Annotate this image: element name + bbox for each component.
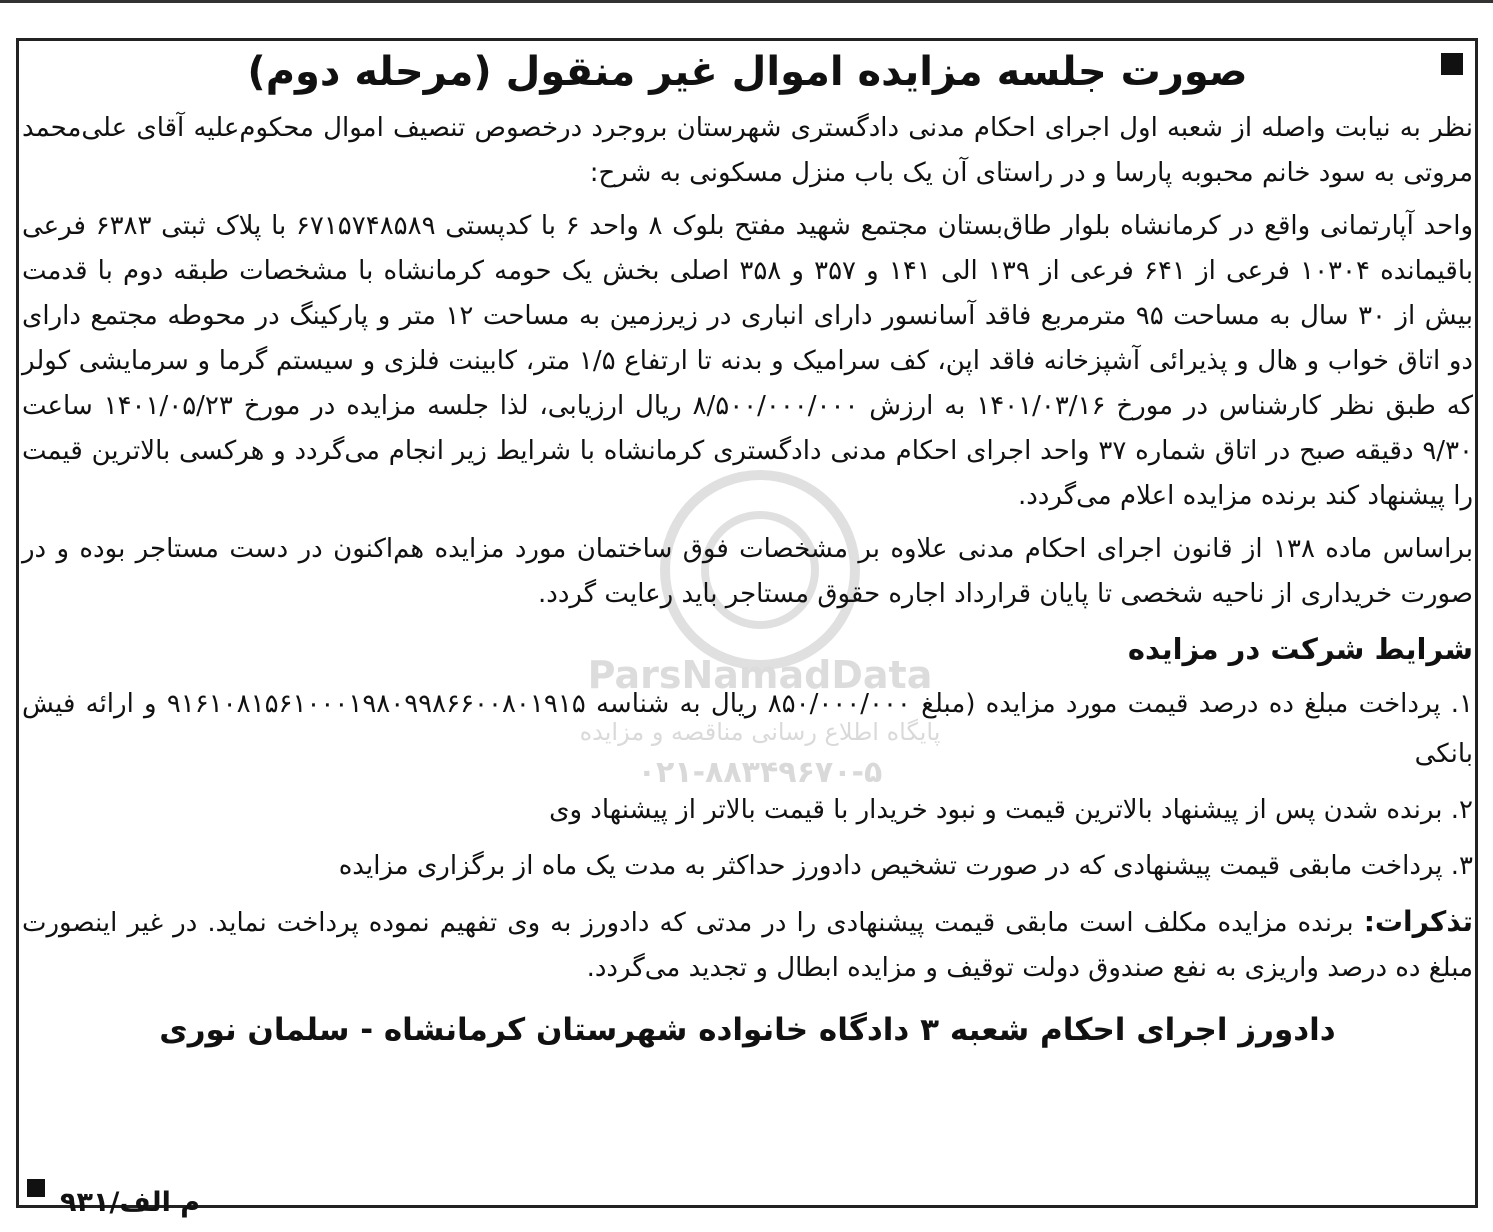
condition-item: ۲. برنده شدن پس از پیشنهاد بالاترین قیمت و نبود خریدار با قیمت بالاتر از پیشنهاد وی xyxy=(549,795,1473,825)
corner-square-bottom xyxy=(27,1179,45,1197)
top-rule xyxy=(0,0,1493,3)
watermark-tagline: پایگاه اطلاع رسانی مناقصه و مزایده xyxy=(579,718,941,746)
notice-title: صورت جلسه مزایده اموال غیر منقول (مرحله دوم) xyxy=(247,49,1248,95)
notice-content xyxy=(22,44,1473,1055)
tenant-clause: براساس ماده ۱۳۸ از قانون اجرای احکام مدنی علاوه بر مشخصات فوق ساختمان مورد مزایده هم‌اکنون در دست مستاجر بوده و در صورت خریداری از ناحیه شخصی تا پایان قرارداد اجاره حقوق مستاجر باید رعایت گردد. xyxy=(22,534,1473,609)
condition-item: ۳. پرداخت مابقی قیمت پیشنهادی که در صورت تشخیص دادورز حداکثر به مدت یک ماه از برگزاری مزایده xyxy=(338,851,1473,881)
reference-code: م الف/۹۳۱ xyxy=(60,1187,201,1218)
property-description: واحد آپارتمانی واقع در کرمانشاه بلوار طاق‌بستان مجتمع شهید مفتح بلوک ۸ واحد ۶ با کدپستی ۶۷۱۵۷۴۸۵۸۹ با پلاک ثبتی ۶۳۸۳ فرعی باقیمانده ۱۰۳۰۴ فرعی از ۶۴۱ فرعی از ۱۳۹ الی ۱۴۱ و ۳۵۷ و ۳۵۸ اصلی بخش یک حومه کرمانشاه با مشخصات طبقه دوم با قدمت بیش از ۳۰ سال به مساحت ۹۵ مترمربع فاقد آسانسور دارای انباری در زیرزمین به مساحت ۱۲ متر و پارکینگ در محوطه مجتمع دارای دو اتاق خواب و هال و پذیرائی آشپزخانه فاقد اپن، کف سرامیک و بدنه تا ارتفاع ۱/۵ متر، کابینت فلزی و سیستم گرما و سرمایشی کولر که طبق نظر کارشناس در مورخ ۱۴۰۱/۰۳/۱۶ به ارزش ۸/۵۰۰/۰۰۰/۰۰۰ ریال ارزیابی، لذا جلسه مزایده در مورخ ۱۴۰۱/۰۵/۲۳ ساعت ۹/۳۰ دقیقه صبح در اتاق شماره ۳۷ واحد اجرای احکام مدنی دادگستری کرمانشاه با شرایط زیر انجام می‌گردد و هرکسی بالاترین قیمت را پیشنهاد کند برنده مزایده اعلام می‌گردد. xyxy=(22,211,1474,511)
notes-paragraph xyxy=(22,899,1473,991)
condition-item: ۱. پرداخت مبلغ ده درصد قیمت مورد مزایده (مبلغ ۸۵۰/۰۰۰/۰۰۰ ریال به شناسه ۹۱۶۱۰۸۱۵۶۱۰۰۰۱۹۸۰۹۹۸۶۶۰۰۸۰۱۹۱۵ و ارائه فیش بانکی xyxy=(22,689,1474,769)
conditions-list xyxy=(22,679,1473,891)
notes-label: تذکرات: xyxy=(1363,905,1474,938)
notes-text: برنده مزایده مکلف است مابقی قیمت پیشنهادی را در مدتی که دادورز به وی تفهیم نموده پرداخت نماید. در غیر اینصورت مبلغ ده درصد واریزی به نفع صندوق دولت توقیف و مزایده ابطال و تجدید می‌گردد. xyxy=(22,908,1473,983)
conditions-heading: شرایط شرکت در مزایده xyxy=(1127,632,1473,666)
intro-paragraph: نظر به نیابت واصله از شعبه اول اجرای احکام مدنی دادگستری شهرستان بروجرد درخصوص تنصیف اموال محکوم‌علیه آقای علی‌محمد مروتی به سود خانم محبوبه پارسا و در راستای آن یک باب منزل مسکونی به شرح: xyxy=(22,113,1473,188)
watermark-phone: ۰۲۱-۸۸۳۴۹۶۷۰-۵ xyxy=(637,755,883,790)
watermark-brand: ParsNamadData xyxy=(587,653,933,697)
signature: دادورز اجرای احکام شعبه ۳ دادگاه خانواده شهرستان کرمانشاه - سلمان نوری xyxy=(159,1012,1336,1048)
